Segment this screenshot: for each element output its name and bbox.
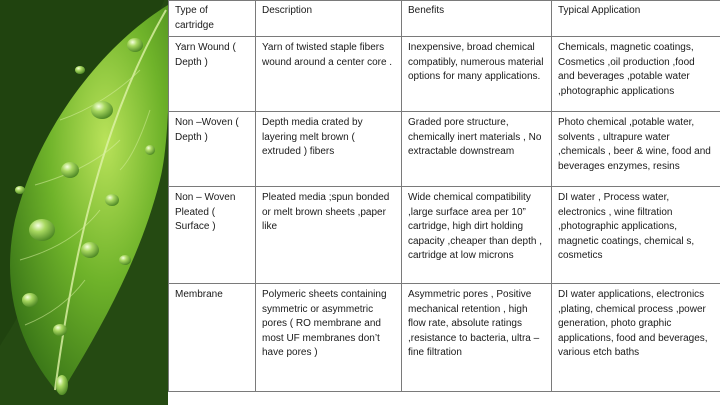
leaf-with-water-drops-image [0,0,168,405]
cell-description: Depth media crated by layering melt brown ( extruded ) fibers [256,112,402,187]
cell-description: Pleated media ;spun bonded or melt brown sheets ,paper like [256,187,402,284]
header-description: Description [256,1,402,37]
table-row [169,37,720,112]
cartridge-comparison-table [168,0,720,392]
header-type: Type of cartridge [169,1,256,37]
cartridge-table-container [168,0,720,405]
table-row [169,112,720,187]
cell-application: Photo chemical ,potable water, solvents , ultrapure water ,chemicals , beer & wine, food and beverages enzymes, resins [552,112,720,187]
cell-type: Yarn Wound ( Depth ) [169,37,256,112]
cell-type: Non –Woven ( Depth ) [169,112,256,187]
cell-benefits: Graded pore structure, chemically inert materials , No extractable downstream [402,112,552,187]
leaf-image [0,0,168,405]
table-row [169,187,720,284]
cell-benefits: Inexpensive, broad chemical compatibly, numerous material options for many applications. [402,37,552,112]
cell-type: Non – Woven Pleated ( Surface ) [169,187,256,284]
cell-description: Yarn of twisted staple fibers wound around a center core . [256,37,402,112]
cell-description: Polymeric sheets containing symmetric or asymmetric pores ( RO membrane and most UF membranes don’t have pores ) [256,284,402,392]
cell-application: Chemicals, magnetic coatings, Cosmetics ,oil production ,food and beverages ,potable water ,photographic applications [552,37,720,112]
cell-application: DI water , Process water, electronics , wine filtration ,photographic applications, magnetic coatings, chemical s, cosmetics [552,187,720,284]
cell-application: DI water applications, electronics ,plating, chemical process ,power generation, photo graphic applications, food and beverages, various etch baths [552,284,720,392]
cell-type: Membrane [169,284,256,392]
cell-benefits: Wide chemical compatibility ,large surface area per 10” cartridge, high dirt holding capacity ,cheaper than depth , cartridge at low microns [402,187,552,284]
table-header-row [169,1,720,37]
table-row [169,284,720,392]
cell-benefits: Asymmetric pores , Positive mechanical retention , high flow rate, absolute ratings ,resistance to bacteria, ultra –fine filtration [402,284,552,392]
header-benefits: Benefits [402,1,552,37]
header-application: Typical Application [552,1,720,37]
